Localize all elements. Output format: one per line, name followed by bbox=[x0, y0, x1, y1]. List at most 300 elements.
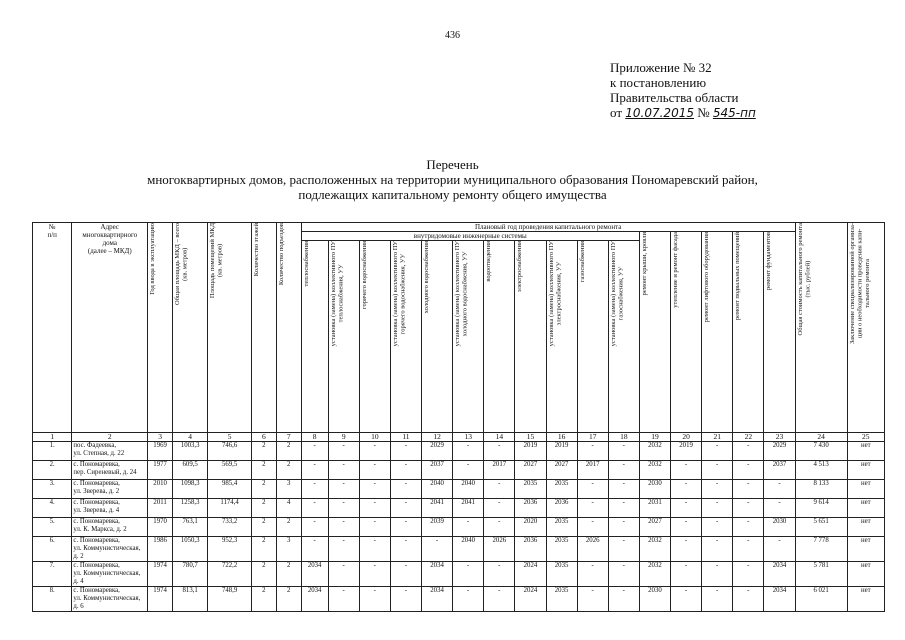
table-cell: 2 bbox=[251, 587, 276, 612]
title-line-1: Перечень bbox=[426, 157, 479, 172]
header-label: ремонт лифтового оборудования bbox=[703, 232, 711, 323]
table-cell: - bbox=[301, 518, 328, 537]
column-number: 17 bbox=[577, 433, 608, 442]
table-cell: 2027 bbox=[639, 518, 670, 537]
table-cell: 2035 bbox=[546, 587, 577, 612]
table-cell: 2041 bbox=[422, 499, 453, 518]
table-cell: 2 bbox=[251, 562, 276, 587]
table-cell: - bbox=[453, 442, 484, 461]
table-row bbox=[33, 442, 885, 461]
table-cell: 5 781 bbox=[795, 562, 847, 587]
table-cell: - bbox=[359, 480, 390, 499]
table-cell: 2035 bbox=[546, 518, 577, 537]
address-cell: с. Пономаревка, ул. Коммунистическая, д. 2 bbox=[72, 537, 148, 562]
table-cell: 2 bbox=[251, 537, 276, 562]
column-numbers-row bbox=[33, 433, 885, 442]
table-cell: 2037 bbox=[764, 461, 795, 480]
table-cell: 2035 bbox=[546, 537, 577, 562]
table-cell: - bbox=[608, 518, 639, 537]
header-label: Площадь помещений МКД (кв. метров) bbox=[209, 223, 224, 299]
table-cell: 2019 bbox=[546, 442, 577, 461]
table-cell: - bbox=[702, 537, 733, 562]
table-row bbox=[33, 537, 885, 562]
table-cell: 2036 bbox=[515, 499, 546, 518]
table-cell: 2029 bbox=[422, 442, 453, 461]
table-cell: - bbox=[702, 499, 733, 518]
appendix-line-1: Приложение № 32 bbox=[610, 60, 712, 75]
table-cell: - bbox=[390, 537, 421, 562]
resolution-date: 10.07.2015 bbox=[625, 106, 694, 120]
header-label: Год ввода в эксплуатацию bbox=[149, 223, 157, 295]
header-col-23 bbox=[764, 232, 795, 433]
table-cell: 985,4 bbox=[208, 480, 252, 499]
table-cell: 2034 bbox=[764, 587, 795, 612]
table-cell: 1974 bbox=[148, 562, 173, 587]
header-label: установка (замена) коллективного ПУ горячего водоснабжения, УУ bbox=[391, 241, 407, 347]
table-cell: 2024 bbox=[515, 562, 546, 587]
header-label: Количество подъездов bbox=[277, 223, 285, 286]
table-cell: - bbox=[764, 480, 795, 499]
table-cell: 2035 bbox=[515, 480, 546, 499]
column-number: 15 bbox=[515, 433, 546, 442]
table-cell: 1258,3 bbox=[173, 499, 208, 518]
header-col-16 bbox=[546, 241, 577, 433]
table-cell: 2036 bbox=[546, 499, 577, 518]
table-cell: 813,1 bbox=[173, 587, 208, 612]
appendix-line-4 bbox=[610, 105, 756, 121]
table-cell: - bbox=[390, 587, 421, 612]
header-col-24 bbox=[795, 223, 847, 433]
table-row bbox=[33, 587, 885, 612]
column-number: 9 bbox=[328, 433, 359, 442]
header-col-5 bbox=[208, 223, 252, 433]
table-cell: - bbox=[702, 518, 733, 537]
table-cell: 2034 bbox=[422, 587, 453, 612]
table-cell: - bbox=[328, 587, 359, 612]
table-cell: - bbox=[764, 499, 795, 518]
table-cell: - bbox=[453, 518, 484, 537]
document-title bbox=[0, 157, 905, 202]
table-cell: нет bbox=[847, 442, 884, 461]
table-cell: 1098,3 bbox=[173, 480, 208, 499]
table-cell: 2027 bbox=[546, 461, 577, 480]
header-label: установка (замена) коллективного ПУ теплоснабжения, УУ bbox=[329, 241, 345, 347]
table-cell: - bbox=[328, 499, 359, 518]
table-cell: - bbox=[359, 442, 390, 461]
table-cell: - bbox=[577, 587, 608, 612]
table-cell: - bbox=[328, 461, 359, 480]
table-cell: 2029 bbox=[764, 442, 795, 461]
table-cell: - bbox=[733, 442, 764, 461]
table-cell: - bbox=[702, 562, 733, 587]
table-cell: 4 bbox=[276, 499, 301, 518]
title-line-2: многоквартирных домов, расположенных на территории муниципального образования Пономаревский район, bbox=[147, 172, 758, 187]
header-col-3 bbox=[148, 223, 173, 433]
table-cell: - bbox=[671, 587, 702, 612]
table-cell: - bbox=[671, 499, 702, 518]
appendix-line-3: Правительства области bbox=[610, 90, 739, 105]
column-number: 13 bbox=[453, 433, 484, 442]
table-cell: 2020 bbox=[515, 518, 546, 537]
table-cell: 2 bbox=[251, 461, 276, 480]
header-col-10 bbox=[359, 241, 390, 433]
table-cell: - bbox=[390, 442, 421, 461]
header-col-19 bbox=[639, 232, 670, 433]
from-label: от bbox=[610, 105, 623, 120]
table-cell: 2 bbox=[251, 499, 276, 518]
table-cell: нет bbox=[847, 461, 884, 480]
table-cell: - bbox=[390, 562, 421, 587]
table-cell: - bbox=[390, 480, 421, 499]
table-cell: нет bbox=[847, 587, 884, 612]
column-number: 3 bbox=[148, 433, 173, 442]
table-cell: 2034 bbox=[301, 587, 328, 612]
table-cell: 3 bbox=[276, 480, 301, 499]
header-label: установка (замена) коллективного ПУ электроснабжения, УУ bbox=[547, 241, 562, 347]
header-label: утепление и ремонт фасада bbox=[672, 232, 679, 308]
column-number: 16 bbox=[546, 433, 577, 442]
table-cell: - bbox=[702, 442, 733, 461]
column-number: 5 bbox=[208, 433, 252, 442]
address-cell: с. Пономаревка, ул. Коммунистическая, д. 4 bbox=[72, 562, 148, 587]
table-cell: 780,7 bbox=[173, 562, 208, 587]
table-cell: - bbox=[733, 461, 764, 480]
table-cell: 2 bbox=[276, 442, 301, 461]
table-cell: 7 430 bbox=[795, 442, 847, 461]
table-cell: - bbox=[608, 480, 639, 499]
table-cell: - bbox=[453, 562, 484, 587]
header-col-13 bbox=[453, 241, 484, 433]
header-planned-year: Плановый год проведения капитального ремонта bbox=[301, 223, 795, 232]
table-row bbox=[33, 562, 885, 587]
header-col-21 bbox=[702, 232, 733, 433]
table-cell: 2030 bbox=[639, 480, 670, 499]
table-cell: 609,5 bbox=[173, 461, 208, 480]
table-cell: 7 778 bbox=[795, 537, 847, 562]
title-line-3: подлежащих капитальному ремонту общего имущества bbox=[298, 187, 607, 202]
header-engineering: внутридомовые инженерные системы bbox=[301, 232, 639, 241]
table-cell: 6. bbox=[33, 537, 72, 562]
header-col-9 bbox=[328, 241, 359, 433]
table-cell: - bbox=[764, 537, 795, 562]
table-cell: - bbox=[608, 499, 639, 518]
column-number: 2 bbox=[72, 433, 148, 442]
table-cell: 2035 bbox=[546, 480, 577, 499]
table-cell: - bbox=[577, 480, 608, 499]
table-cell: - bbox=[671, 537, 702, 562]
column-number: 7 bbox=[276, 433, 301, 442]
header-label: газоснабжения bbox=[578, 241, 586, 283]
table-cell: 2017 bbox=[484, 461, 515, 480]
table-cell: 2032 bbox=[639, 442, 670, 461]
column-number: 14 bbox=[484, 433, 515, 442]
header-label: Общая стоимость капитального ремонта (тыс. рублей) bbox=[796, 223, 812, 336]
header-col-8 bbox=[301, 241, 328, 433]
table-cell: - bbox=[359, 587, 390, 612]
header-label: ремонт подвальных помещений bbox=[734, 232, 742, 321]
table-cell: 3 bbox=[276, 537, 301, 562]
table-cell: - bbox=[733, 518, 764, 537]
table-cell: - bbox=[702, 480, 733, 499]
table-cell: - bbox=[301, 537, 328, 562]
table-cell: 2. bbox=[33, 461, 72, 480]
table-cell: 5 651 bbox=[795, 518, 847, 537]
table-cell: 722,2 bbox=[208, 562, 252, 587]
header-address: Адрес многоквартирного дома (далее – МКД) bbox=[72, 223, 148, 433]
column-number: 23 bbox=[764, 433, 795, 442]
table-cell: - bbox=[390, 518, 421, 537]
header-col-20 bbox=[671, 232, 702, 433]
column-number: 21 bbox=[702, 433, 733, 442]
table-cell: 2 bbox=[251, 480, 276, 499]
table-cell: - bbox=[301, 499, 328, 518]
page-number: 436 bbox=[445, 30, 460, 41]
header-number: № п/п bbox=[33, 223, 72, 433]
table-cell: 2026 bbox=[484, 537, 515, 562]
table-cell: 2026 bbox=[577, 537, 608, 562]
header-col-6 bbox=[251, 223, 276, 433]
table-cell: 5. bbox=[33, 518, 72, 537]
table-cell: - bbox=[671, 562, 702, 587]
table-cell: 1969 bbox=[148, 442, 173, 461]
table-cell: - bbox=[702, 461, 733, 480]
appendix-block bbox=[610, 60, 756, 121]
table-cell: - bbox=[671, 518, 702, 537]
table-cell: 2030 bbox=[639, 587, 670, 612]
table-cell: 2 bbox=[276, 562, 301, 587]
table-cell: 2024 bbox=[515, 587, 546, 612]
header-col-14 bbox=[484, 241, 515, 433]
table-cell: - bbox=[390, 461, 421, 480]
table-cell: 2 bbox=[251, 442, 276, 461]
table-cell: 733,2 bbox=[208, 518, 252, 537]
table-cell: - bbox=[328, 480, 359, 499]
column-number: 10 bbox=[359, 433, 390, 442]
table-cell: - bbox=[577, 442, 608, 461]
table-cell: - bbox=[301, 480, 328, 499]
header-label: водоотведения bbox=[485, 241, 493, 282]
table-cell: 746,6 bbox=[208, 442, 252, 461]
table-cell: - bbox=[577, 518, 608, 537]
table-cell: 569,5 bbox=[208, 461, 252, 480]
table-cell: - bbox=[359, 518, 390, 537]
column-number: 18 bbox=[608, 433, 639, 442]
header-label: холодного водоснабжения bbox=[423, 241, 430, 314]
table-cell: - bbox=[328, 442, 359, 461]
header-label: ремонт крыши, кровли bbox=[640, 232, 648, 296]
table-cell: 2034 bbox=[422, 562, 453, 587]
table-cell: 1977 bbox=[148, 461, 173, 480]
table-cell: - bbox=[328, 518, 359, 537]
table-header bbox=[33, 223, 885, 442]
address-cell: с. Пономаревка, ул. К. Маркса, д. 2 bbox=[72, 518, 148, 537]
table-cell: 2011 bbox=[148, 499, 173, 518]
header-label: Заключение специализированной организа- ции о необходимости проведения капи- тального ремонта bbox=[848, 223, 871, 344]
column-number: 11 bbox=[390, 433, 421, 442]
table-row bbox=[33, 480, 885, 499]
table-cell: 2039 bbox=[422, 518, 453, 537]
table-cell: - bbox=[359, 461, 390, 480]
column-number: 22 bbox=[733, 433, 764, 442]
table-cell: - bbox=[359, 499, 390, 518]
table-cell: 8 133 bbox=[795, 480, 847, 499]
address-cell: с. Пономаревка, ул. Зверева, д. 2 bbox=[72, 480, 148, 499]
header-label: Количество этажей bbox=[252, 223, 260, 277]
table-cell: - bbox=[608, 461, 639, 480]
table-cell: - bbox=[702, 587, 733, 612]
table-cell: 4 513 bbox=[795, 461, 847, 480]
table-cell: - bbox=[733, 562, 764, 587]
table-cell: нет bbox=[847, 499, 884, 518]
table-cell: 2041 bbox=[453, 499, 484, 518]
table-cell: - bbox=[608, 562, 639, 587]
table-cell: - bbox=[359, 537, 390, 562]
header-col-17 bbox=[577, 241, 608, 433]
column-number: 19 bbox=[639, 433, 670, 442]
table-cell: 2019 bbox=[515, 442, 546, 461]
table-cell: 2035 bbox=[546, 562, 577, 587]
table-cell: 2034 bbox=[301, 562, 328, 587]
header-label: установка (замена) коллективного ПУ газоснабжения, УУ bbox=[609, 241, 625, 347]
table-cell: 2032 bbox=[639, 562, 670, 587]
table-cell: нет bbox=[847, 537, 884, 562]
column-number: 12 bbox=[422, 433, 453, 442]
table-cell: 2 bbox=[276, 461, 301, 480]
column-number: 1 bbox=[33, 433, 72, 442]
header-label: ремонт фундаментов bbox=[765, 232, 773, 290]
table-cell: 2 bbox=[276, 587, 301, 612]
address-cell: пос. Фадеевка, ул. Степная, д. 22 bbox=[72, 442, 148, 461]
table-cell: - bbox=[359, 562, 390, 587]
header-col-22 bbox=[733, 232, 764, 433]
column-number: 4 bbox=[173, 433, 208, 442]
column-number: 20 bbox=[671, 433, 702, 442]
header-label: установка (замена) коллективного ПУ холодного водоснабжения, УУ bbox=[454, 241, 469, 347]
table-cell: 4. bbox=[33, 499, 72, 518]
table-cell: 763,1 bbox=[173, 518, 208, 537]
table-cell: - bbox=[453, 587, 484, 612]
table-cell: 2040 bbox=[453, 537, 484, 562]
header-label: теплоснабжения bbox=[302, 241, 310, 287]
resolution-number: 545-пп bbox=[712, 106, 756, 120]
header-label: электроснабжения bbox=[516, 241, 524, 293]
table-cell: 6 021 bbox=[795, 587, 847, 612]
table-cell: - bbox=[671, 461, 702, 480]
table-cell: 7. bbox=[33, 562, 72, 587]
header-col-11 bbox=[390, 241, 421, 433]
table-row bbox=[33, 518, 885, 537]
table-cell: 2 bbox=[276, 518, 301, 537]
table-cell: - bbox=[484, 518, 515, 537]
table-cell: 748,9 bbox=[208, 587, 252, 612]
header-col-25 bbox=[847, 223, 884, 433]
table-cell: 2032 bbox=[639, 537, 670, 562]
table-cell: - bbox=[484, 442, 515, 461]
address-cell: с. Пономаревка, пер. Сиреневый, д. 24 bbox=[72, 461, 148, 480]
table-cell: - bbox=[328, 562, 359, 587]
table-row bbox=[33, 461, 885, 480]
table-cell: - bbox=[301, 442, 328, 461]
header-col-15 bbox=[515, 241, 546, 433]
table-cell: 2031 bbox=[639, 499, 670, 518]
table-cell: - bbox=[484, 562, 515, 587]
table-cell: - bbox=[390, 499, 421, 518]
table-cell: 1050,3 bbox=[173, 537, 208, 562]
column-number: 24 bbox=[795, 433, 847, 442]
table-cell: 2037 bbox=[422, 461, 453, 480]
table-cell: - bbox=[608, 537, 639, 562]
table-cell: - bbox=[577, 562, 608, 587]
table-cell: - bbox=[671, 480, 702, 499]
table-cell: - bbox=[301, 461, 328, 480]
table-cell: 3. bbox=[33, 480, 72, 499]
table-cell: - bbox=[484, 480, 515, 499]
table-cell: - bbox=[608, 587, 639, 612]
header-col-18 bbox=[608, 241, 639, 433]
header-col-7 bbox=[276, 223, 301, 433]
table-cell: - bbox=[484, 499, 515, 518]
table-cell: - bbox=[733, 480, 764, 499]
table-cell: - bbox=[577, 499, 608, 518]
appendix-line-2: к постановлению bbox=[610, 75, 707, 90]
table-cell: 2034 bbox=[764, 562, 795, 587]
header-col-4 bbox=[173, 223, 208, 433]
table-cell: - bbox=[484, 587, 515, 612]
table-body bbox=[33, 442, 885, 612]
table-cell: нет bbox=[847, 480, 884, 499]
column-number: 25 bbox=[847, 433, 884, 442]
table-cell: нет bbox=[847, 562, 884, 587]
table-cell: - bbox=[422, 537, 453, 562]
table-cell: 1974 bbox=[148, 587, 173, 612]
table-cell: 2032 bbox=[639, 461, 670, 480]
address-cell: с. Пономаревка, ул. Коммунистическая, д. 6 bbox=[72, 587, 148, 612]
table-cell: 2040 bbox=[453, 480, 484, 499]
table-cell: 1. bbox=[33, 442, 72, 461]
table-cell: 9 614 bbox=[795, 499, 847, 518]
table-cell: 8. bbox=[33, 587, 72, 612]
table-cell: 1003,3 bbox=[173, 442, 208, 461]
table-cell: 1986 bbox=[148, 537, 173, 562]
table-cell: - bbox=[453, 461, 484, 480]
table-cell: 2019 bbox=[671, 442, 702, 461]
table-cell: 1970 bbox=[148, 518, 173, 537]
buildings-table bbox=[32, 222, 885, 612]
address-cell: с. Пономаревка, ул. Зверева, д. 4 bbox=[72, 499, 148, 518]
table-cell: 2027 bbox=[515, 461, 546, 480]
table-cell: нет bbox=[847, 518, 884, 537]
table-cell: - bbox=[733, 499, 764, 518]
table-cell: 1174,4 bbox=[208, 499, 252, 518]
table-cell: - bbox=[328, 537, 359, 562]
table-cell: - bbox=[733, 587, 764, 612]
table-cell: 2030 bbox=[764, 518, 795, 537]
table-cell: 2017 bbox=[577, 461, 608, 480]
table-cell: 2010 bbox=[148, 480, 173, 499]
table-row bbox=[33, 499, 885, 518]
table-cell: 2036 bbox=[515, 537, 546, 562]
table-cell: 952,3 bbox=[208, 537, 252, 562]
header-label: Общая площадь МКД – всего (кв. метров) bbox=[174, 223, 189, 305]
table-cell: 2 bbox=[251, 518, 276, 537]
header-col-12 bbox=[422, 241, 453, 433]
column-number: 6 bbox=[251, 433, 276, 442]
table-cell: - bbox=[608, 442, 639, 461]
header-label: горячего водоснабжения bbox=[360, 241, 368, 309]
number-label: № bbox=[697, 105, 710, 120]
header-row-1 bbox=[33, 223, 885, 232]
table-cell: - bbox=[733, 537, 764, 562]
